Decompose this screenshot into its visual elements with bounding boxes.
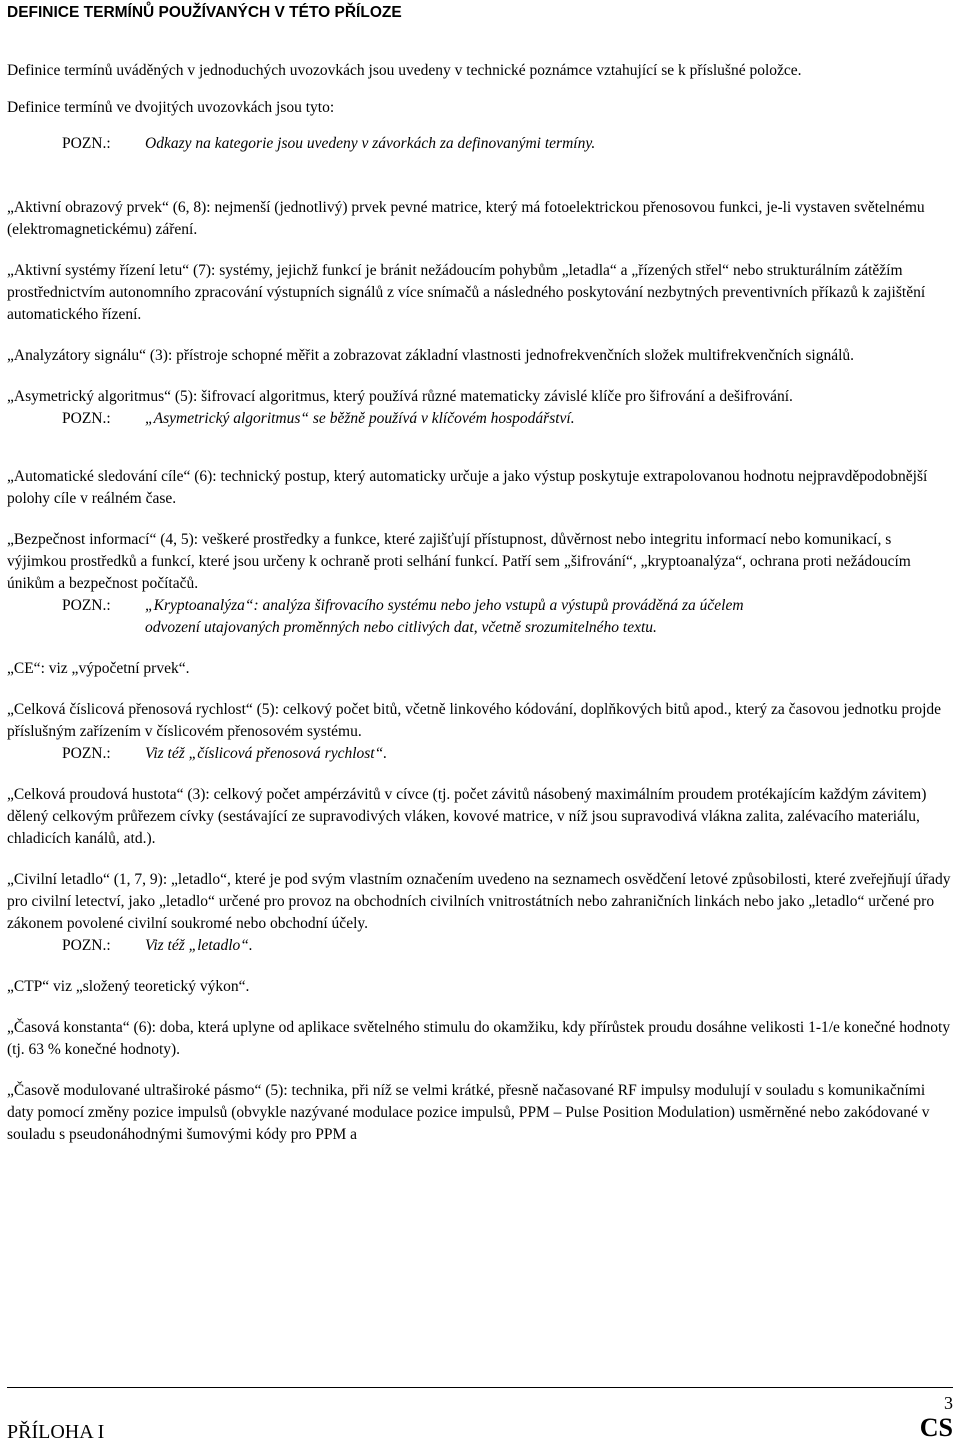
definition-aktivni-systemy-rizeni-letu: „Aktivní systémy řízení letu“ (7): systémy, jejichž funkcí je bránit nežádoucím pohybům „letadla“ a „řízených střel“ nebo strukturálním zátěžím prostřednictvím autonomního zpracování výstupních signálů z více snímačů a následného poskytování nezbytných preventivních příkazů k zajištění automatického řízení. (7, 262, 926, 323)
note-kryptoanalyza-continued: odvození utajovaných proměnných nebo citlivých dat, včetně srozumitelného textu. (145, 619, 657, 636)
definition-casova-konstanta: „Časová konstanta“ (6): doba, která uplyne od aplikace světelného stimulu do okamžiku, kdy přírůstek proudu dosáhne velikosti 1-1/e konečné hodnoty (tj. 63 % konečné hodnoty). (7, 1019, 951, 1058)
definition-ce: „CE“: viz „výpočetní prvek“. (7, 660, 190, 677)
note-text: „Kryptoanalýza“: analýza šifrovacího systému nebo jeho vstupů a výstupů prováděná za účelem (145, 597, 744, 614)
footer-page-info (920, 1393, 953, 1443)
note-label: POZN.: (62, 937, 111, 954)
note-text: Viz též „letadlo“. (145, 937, 253, 954)
definition-automaticke-sledovani-cile: „Automatické sledování cíle“ (6): technický postup, který automaticky určuje a jako výstup poskytuje extrapolovanou hodnotu nejpravděpodobnější polohy cíle v reálném čase. (7, 468, 928, 507)
definition-aktivni-obrazovy-prvek: „Aktivní obrazový prvek“ (6, 8): nejmenší (jednotlivý) prvek pevné matrice, který má fotoelektrickou přenosovou funkci, je-li vystaven světelnému (elektromagnetickému) záření. (7, 199, 925, 238)
intro-paragraph: Definice termínů uváděných v jednoduchých uvozovkách jsou uvedeny v technické poznámce vztahující se k příslušné položce. (7, 62, 802, 79)
page-number: 3 (944, 1393, 953, 1413)
note-label: POZN.: (62, 135, 111, 152)
definition-asymetricky-algoritmus: „Asymetrický algoritmus“ (5): šifrovací algoritmus, který používá různé matematicky závislé klíče pro šifrování a dešifrování. (7, 388, 793, 405)
note-categories (7, 133, 953, 155)
page-heading: DEFINICE TERMÍNŮ POUŽÍVANÝCH V TÉTO PŘÍLOZE (7, 4, 402, 21)
note-text: „Asymetrický algoritmus“ se běžně používá v klíčovém hospodářství. (145, 410, 575, 427)
intro-paragraph-2: Definice termínů ve dvojitých uvozovkách jsou tyto: (7, 99, 335, 116)
definition-civilni-letadlo: „Civilní letadlo“ (1, 7, 9): „letadlo“, které je pod svým vlastním označením uvedeno na seznamech osvědčení letové způsobilosti, které zveřejňují úřady pro civilní letectví, jako „letadlo“ určené pro provoz na obchodních civilních vnitrostátních nebo zahraničních linkách nebo jako „letadlo“ určené pro zákonem povolené civilní soukromé nebo obchodní účely. (7, 871, 951, 932)
note-label: POZN.: (62, 745, 111, 762)
note-asymetricky-algoritmus (7, 408, 953, 430)
definition-casove-modulovane-ultrasiroke-pasmo: „Časově modulované ultraširoké pásmo“ (5): technika, při níž se velmi krátké, přesně načasované RF impulsy modulují v souladu s komunikačními daty pomocí změny pozice impulsů (obvykle nazývané modulace pozice impulsů, PPM – Pulse Position Modulation) usměrněné nebo zakódované v souladu s pseudonáhodnými šumovými kódy pro PPM a (7, 1082, 930, 1143)
language-code: CS (919, 1413, 953, 1442)
definition-bezpecnost-informaci: „Bezpečnost informací“ (4, 5): veškeré prostředky a funkce, které zajišťují přístupnost, důvěrnost nebo integritu informací nebo komunikací, s výjimkou prostředků a funkcí, které jsou určeny k ochraně proti selhání funkcí. Patří sem „šifrování“, „kryptoanalýza“, ochrana proti nežádoucím únikům a bezpečnost počítačů. (7, 531, 911, 592)
note-celkova-prenosova-rychlost (7, 743, 953, 765)
note-kryptoanalyza (7, 595, 953, 617)
definition-ctp: „CTP“ viz „složený teoretický výkon“. (7, 978, 250, 995)
document-page (7, 0, 953, 1146)
footer-annex-label: PŘÍLOHA I (7, 1421, 105, 1443)
footer-divider (7, 1387, 953, 1388)
note-text: Odkazy na kategorie jsou uvedeny v závorkách za definovanými termíny. (145, 135, 596, 152)
note-label: POZN.: (62, 597, 111, 614)
definition-analyzatory-signalu: „Analyzátory signálu“ (3): přístroje schopné měřit a zobrazovat základní vlastnosti jednofrekvenčních složek multifrekvenčních signálů. (7, 347, 855, 364)
note-civilni-letadlo (7, 935, 953, 957)
definition-celkova-proudova-hustota: „Celková proudová hustota“ (3): celkový počet ampérzávitů v cívce (tj. počet závitů násobený maximálním proudem protékajícím každým závitem) dělený celkovým průřezem cívky (sestávající ze supravodivých vláken, kovové matrice, v níž jsou supravodivá vlákna zalita, zalévacího materiálu, chladicích kanálů, atd.). (7, 786, 927, 847)
definition-celkova-ciselna-prenosova-rychlost: „Celková číslicová přenosová rychlost“ (5): celkový počet bitů, včetně linkového kódování, doplňkových bitů apod., který za časovou jednotku projde příslušným zařízením v číslicovém přenosovém systému. (7, 701, 942, 740)
note-label: POZN.: (62, 410, 111, 427)
note-text: Viz též „číslicová přenosová rychlost“. (145, 745, 388, 762)
